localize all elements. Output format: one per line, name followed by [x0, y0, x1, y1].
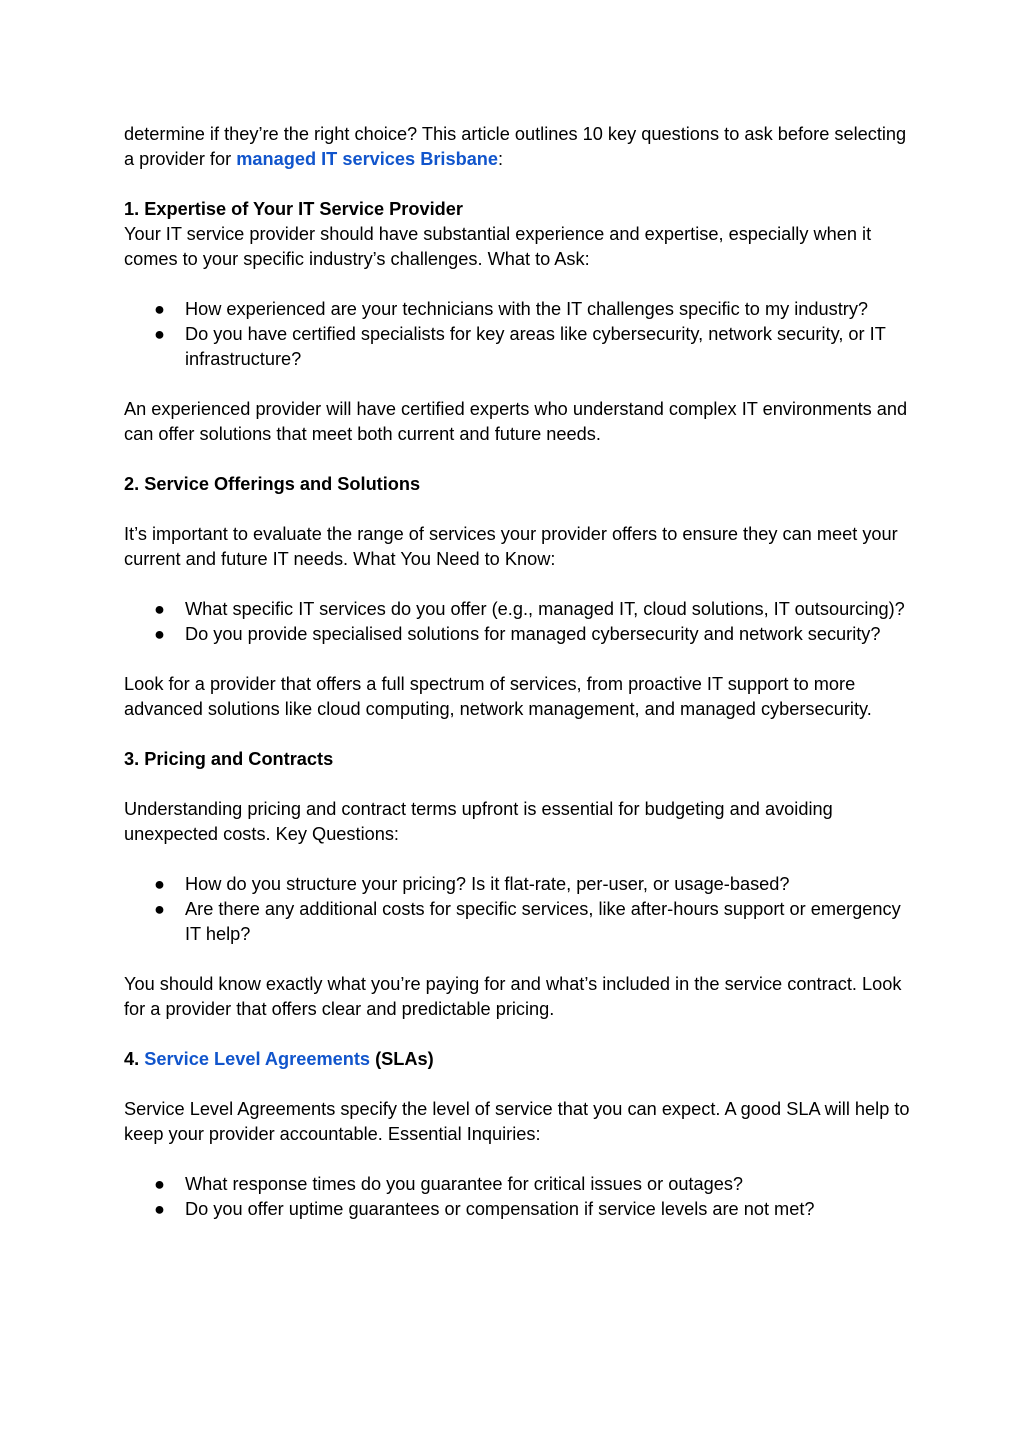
section-4-heading-suffix: (SLAs) — [370, 1049, 434, 1069]
list-item — [124, 297, 914, 322]
section-3-lead: Understanding pricing and contract terms upfront is essential for budgeting and avoiding unexpected costs. Key Questions: — [124, 799, 833, 844]
list-item-text: What response times do you guarantee for critical issues or outages? — [185, 1174, 744, 1194]
list-item — [124, 322, 914, 372]
document-page — [124, 122, 914, 1222]
list-item-text: How do you structure your pricing? Is it flat-rate, per-user, or usage-based? — [185, 874, 790, 894]
section-1-closing: An experienced provider will have certified experts who understand complex IT environments and can offer solutions that meet both current and future needs. — [124, 399, 908, 444]
intro-paragraph — [124, 122, 914, 172]
section-3-bullet-list — [124, 872, 914, 947]
list-item-text: Do you offer uptime guarantees or compensation if service levels are not met? — [185, 1199, 815, 1219]
list-item — [124, 1172, 914, 1197]
list-item — [124, 897, 914, 947]
list-item — [124, 622, 914, 647]
bullet-icon: ● — [154, 1174, 165, 1194]
bullet-icon: ● — [154, 624, 165, 644]
list-item-text: What specific IT services do you offer (e.g., managed IT, cloud solutions, IT outsourcing)? — [185, 599, 905, 619]
section-2-closing: Look for a provider that offers a full spectrum of services, from proactive IT support to more advanced solutions like cloud computing, network management, and managed cybersecurity. — [124, 674, 872, 719]
section-1-bullet-list — [124, 297, 914, 372]
section-2-bullet-list — [124, 597, 914, 647]
section-1-heading: 1. Expertise of Your IT Service Provider — [124, 199, 463, 219]
service-level-agreements-link[interactable]: Service Level Agreements — [144, 1049, 371, 1069]
section-4-heading-prefix: 4. — [124, 1049, 145, 1069]
section-3-heading: 3. Pricing and Contracts — [124, 749, 334, 769]
bullet-icon: ● — [154, 299, 165, 319]
section-3-closing: You should know exactly what you’re paying for and what’s included in the service contract. Look for a provider that offers clear and predictable pricing. — [124, 974, 902, 1019]
list-item-text: How experienced are your technicians with the IT challenges specific to my industry? — [185, 299, 869, 319]
section-1-lead: Your IT service provider should have substantial experience and expertise, especially when it comes to your specific industry’s challenges. What to Ask: — [124, 224, 872, 269]
section-2-heading: 2. Service Offerings and Solutions — [124, 474, 421, 494]
list-item — [124, 1197, 914, 1222]
section-2-lead: It’s important to evaluate the range of services your provider offers to ensure they can meet your current and future IT needs. What You Need to Know: — [124, 524, 898, 569]
list-item-text: Do you have certified specialists for key areas like cybersecurity, network security, or IT infrastructure? — [185, 324, 886, 369]
bullet-icon: ● — [154, 324, 165, 344]
managed-it-services-brisbane-link[interactable]: managed IT services Brisbane — [236, 149, 499, 169]
intro-text-end: : — [498, 149, 504, 169]
list-item — [124, 872, 914, 897]
intro-text: determine if they’re the right choice? This article outlines 10 key questions to ask before selecting a provider for — [124, 124, 907, 169]
list-item — [124, 597, 914, 622]
section-4-heading — [124, 1047, 914, 1072]
section-4-lead: Service Level Agreements specify the level of service that you can expect. A good SLA will help to keep your provider accountable. Essential Inquiries: — [124, 1099, 910, 1144]
list-item-text: Do you provide specialised solutions for managed cybersecurity and network security? — [185, 624, 881, 644]
bullet-icon: ● — [154, 874, 165, 894]
bullet-icon: ● — [154, 899, 165, 919]
list-item-text: Are there any additional costs for specific services, like after-hours support or emergency IT help? — [185, 899, 901, 944]
bullet-icon: ● — [154, 1199, 165, 1219]
bullet-icon: ● — [154, 599, 165, 619]
section-4-bullet-list — [124, 1172, 914, 1222]
